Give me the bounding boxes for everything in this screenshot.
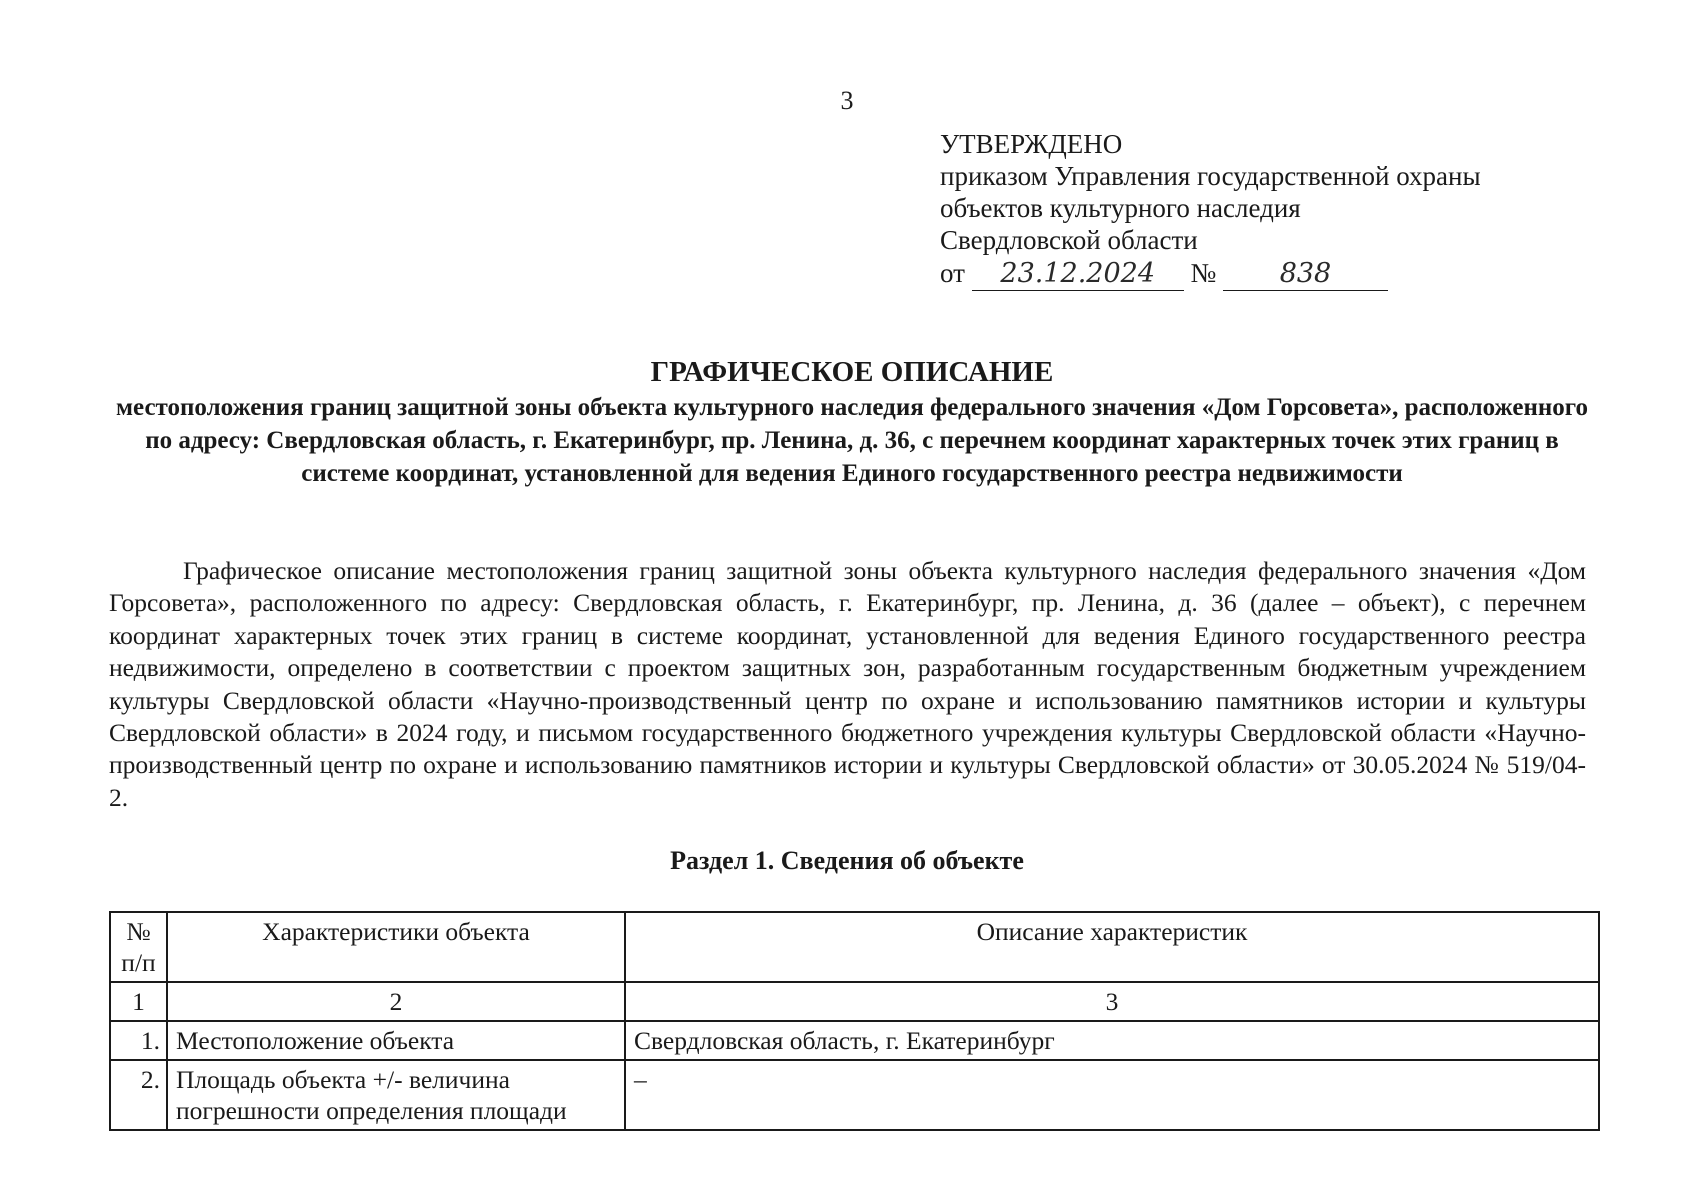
section-title: Раздел 1. Сведения об объекте xyxy=(670,846,1024,875)
approval-date-number-row xyxy=(940,257,1481,291)
table-row xyxy=(110,1060,1599,1130)
document-title: ГРАФИЧЕСКОЕ ОПИСАНИЕ xyxy=(650,356,1054,388)
table-row xyxy=(110,1021,1599,1060)
column-number-cell: 3 xyxy=(625,982,1599,1021)
page-number: 3 xyxy=(840,86,854,115)
object-info-table xyxy=(109,911,1600,1131)
approval-line: объектов культурного наследия xyxy=(940,193,1301,223)
handwritten-number: 838 xyxy=(1223,260,1388,291)
table-column-number-row xyxy=(110,982,1599,1021)
approval-line: приказом Управления государственной охраны xyxy=(940,161,1481,191)
column-number-cell: 1 xyxy=(110,982,167,1021)
approval-line: Свердловской области xyxy=(940,225,1198,255)
approval-heading: УТВЕРЖДЕНО xyxy=(940,129,1123,159)
table-cell-description: – xyxy=(625,1060,1599,1130)
handwritten-date: 23.12.2024 xyxy=(972,260,1184,291)
table-cell-characteristic: Площадь объекта +/- величина погрешности определения площади xyxy=(167,1060,625,1130)
table-cell-characteristic: Местоположение объекта xyxy=(167,1021,625,1060)
date-prefix: от xyxy=(940,258,965,288)
table-header-row xyxy=(110,912,1599,982)
table-cell-number: 1. xyxy=(110,1021,167,1060)
table-header-cell: Характеристики объекта xyxy=(167,912,625,982)
column-number-cell: 2 xyxy=(167,982,625,1021)
approval-stamp-block xyxy=(940,128,1481,291)
table-cell-number: 2. xyxy=(110,1060,167,1130)
number-prefix: № xyxy=(1190,258,1217,288)
table-header-cell: № п/п xyxy=(110,912,167,982)
table-header-cell: Описание характеристик xyxy=(625,912,1599,982)
document-title-block xyxy=(110,354,1594,490)
document-subtitle: местоположения границ защитной зоны объекта культурного наследия федерального значения «Дом Горсовета», расположенного по адресу: Свердловская область, г. Екатеринбург, пр. Ленина, д. 36, с перечнем координат характерных точек этих границ в системе координат, установленной для ведения Единого государственного реестра недвижимости xyxy=(116,394,1588,487)
body-paragraph: Графическое описание местоположения границ защитной зоны объекта культурного наследия федерального значения «Дом Горсовета», расположенного по адресу: Свердловская область, г. Екатеринбург, пр. Ленина, д. 36 (далее – объект), с перечнем координат характерных точек этих границ в системе координат, установленной для ведения Единого государственного реестра недвижимости, определено в соответствии с проектом защитных зон, разработанным государственным бюджетным учреждением культуры Свердловской области «Научно-производственный центр по охране и использованию памятников истории и культуры Свердловской области» в 2024 году, и письмом государственного бюджетного учреждения культуры Свердловской области «Научно-производственный центр по охране и использованию памятников истории и культуры Свердловской области» от 30.05.2024 № 519/04-2. xyxy=(109,556,1586,812)
table-cell-description: Свердловская область, г. Екатеринбург xyxy=(625,1021,1599,1060)
